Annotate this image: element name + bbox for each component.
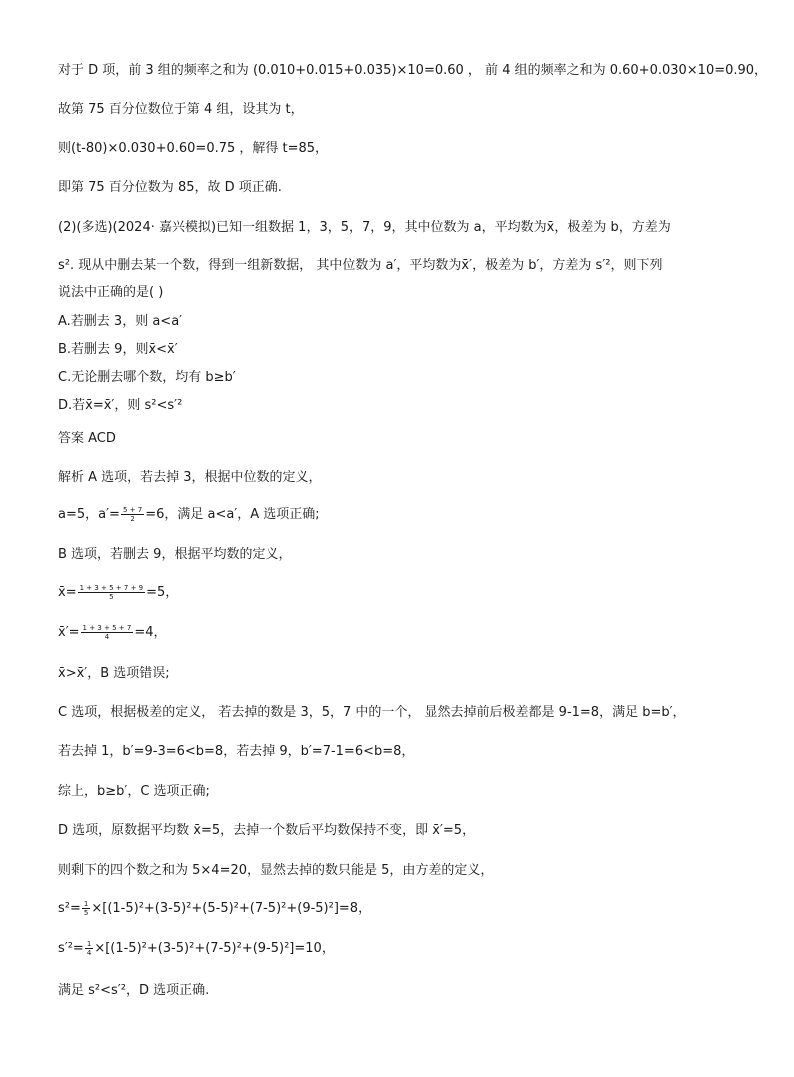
analysis-b-mean-original (58, 584, 178, 602)
fraction-denominator: 2 (130, 515, 135, 523)
analysis-a-equation (58, 506, 320, 524)
option-c: C.无论删去哪个数，均有 b≥b′ (58, 370, 236, 385)
analysis-intro: 解析 A 选项，若去掉 3，根据中位数的定义， (58, 470, 322, 485)
fraction-numerator: 1 + 3 + 5 + 7 (82, 624, 132, 632)
equation-text: x̄′= (58, 625, 80, 640)
fraction-denominator: 5 (83, 909, 89, 917)
analysis-d-line-1: D 选项，原数据平均数 x̄=5，去掉一个数后平均数保持不变，即 x̄′=5， (58, 823, 476, 838)
fraction-denominator: 4 (86, 949, 92, 957)
analysis-b-mean-new (58, 624, 166, 642)
fraction-numerator: 5 + 7 (122, 506, 143, 514)
fraction-denominator: 5 (109, 593, 114, 601)
equation-text: x̄= (58, 585, 77, 600)
question-stem-line-2: s². 现从中删去某一个数，得到一组新数据， 其中位数为 a′，平均数为x̄′，极差为 b′，方差为 s′²，则下列 (58, 258, 663, 273)
fraction (121, 506, 144, 523)
equation-text: ×[(1-5)²+(3-5)²+(7-5)²+(9-5)²]=10， (94, 941, 335, 956)
equation-text: =5， (146, 585, 179, 600)
option-b: B.若删去 9，则x̄<x̄′ (58, 342, 178, 357)
analysis-d-conclusion: 满足 s²<s′²，D 选项正确. (58, 983, 210, 998)
analysis-d-variance-new (58, 940, 335, 958)
fraction-denominator: 4 (104, 633, 110, 641)
solution-d-line-4: 即第 75 百分位数为 85，故 D 项正确. (58, 180, 282, 195)
option-d: D.若x̄=x̄′，则 s²<s′² (58, 398, 183, 413)
answer-line: 答案 ACD (58, 431, 116, 446)
analysis-c-line-2: 若去掉 1，b′=9-3=6<b=8，若去掉 9，b′=7-1=6<b=8， (58, 744, 415, 759)
equation-text: a=5，a′= (58, 507, 120, 522)
fraction-numerator: 1 + 3 + 5 + 7 + 9 (79, 584, 144, 592)
fraction (85, 940, 93, 957)
solution-d-line-3: 则(t-80)×0.030+0.60=0.75 ，解得 t=85， (58, 141, 329, 156)
fraction (81, 624, 134, 641)
fraction (82, 900, 90, 917)
analysis-c-conclusion: 综上，b≥b′，C 选项正确; (58, 784, 210, 799)
equation-text: s′²= (58, 941, 84, 956)
equation-text: =6，满足 a<a′，A 选项正确; (145, 507, 320, 522)
fraction (78, 584, 146, 601)
analysis-b-conclusion: x̄>x̄′，B 选项错误; (58, 666, 170, 681)
equation-text: =4， (134, 625, 167, 640)
equation-text: ×[(1-5)²+(3-5)²+(5-5)²+(7-5)²+(9-5)²]=8， (91, 901, 372, 916)
solution-d-line-1: 对于 D 项，前 3 组的频率之和为 (0.010+0.015+0.035)×10=0.60 ， 前 4 组的频率之和为 0.60+0.030×10=0.90， (58, 63, 768, 78)
analysis-c-line-1: C 选项，根据极差的定义， 若去掉的数是 3，5，7 中的一个， 显然去掉前后极差都是 9-1=8，满足 b=b′， (58, 705, 686, 720)
fraction-numerator: 1 (86, 940, 92, 948)
question-stem-line-1: (2)(多选)(2024· 嘉兴模拟)已知一组数据 1，3，5，7，9，其中位数为 a，平均数为x̄，极差为 b，方差为 (58, 220, 671, 235)
option-a: A.若删去 3，则 a<a′ (58, 314, 183, 329)
analysis-d-variance-original (58, 900, 371, 918)
analysis-b-intro: B 选项，若删去 9，根据平均数的定义， (58, 547, 292, 562)
question-stem-line-3: 说法中正确的是( ) (58, 285, 164, 300)
fraction-numerator: 1 (83, 900, 89, 908)
analysis-d-line-2: 则剩下的四个数之和为 5×4=20，显然去掉的数只能是 5，由方差的定义， (58, 863, 494, 878)
equation-text: s²= (58, 901, 81, 916)
solution-d-line-2: 故第 75 百分位数位于第 4 组，设其为 t， (58, 102, 304, 117)
